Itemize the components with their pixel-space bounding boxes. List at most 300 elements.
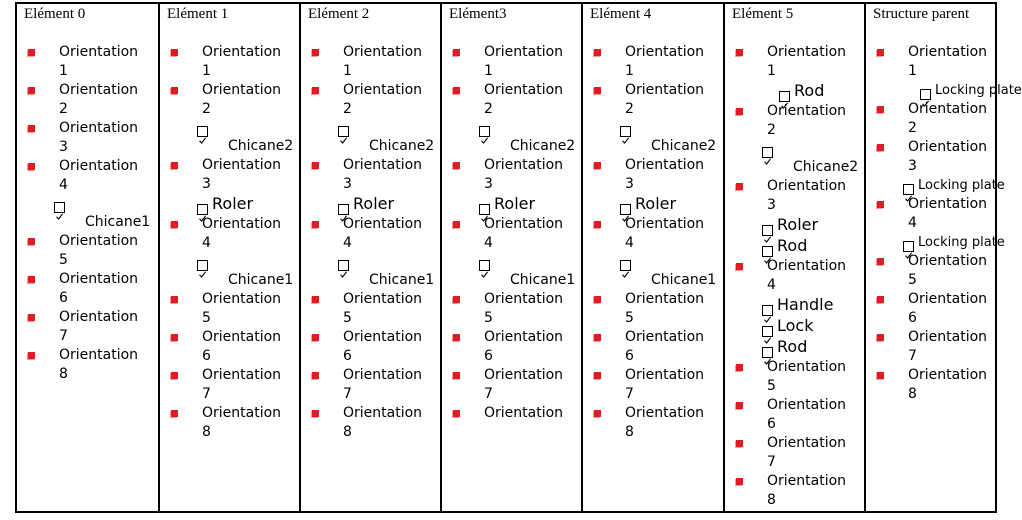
orientation-label [866, 195, 988, 233]
bullet-icon [171, 87, 178, 94]
component-label: Locking plate [918, 178, 1005, 193]
bullet-icon [594, 221, 601, 228]
component-check [301, 119, 440, 137]
orientation-number: 4 [484, 235, 493, 251]
orientation-number: 7 [484, 386, 493, 402]
component-label: Lock [777, 316, 814, 335]
bullet-icon [171, 372, 178, 379]
orientation-word: Orientation [343, 405, 423, 421]
bullet-icon [171, 221, 178, 228]
orientation-label [301, 328, 423, 366]
bullet-icon [453, 296, 460, 303]
orientation-label [17, 157, 139, 195]
component-label: Handle [777, 295, 834, 314]
list-item [866, 290, 995, 328]
orientation-word: Orientation [343, 329, 423, 345]
checkbox-icon [479, 204, 490, 215]
component-label: Chicane1 [228, 272, 294, 288]
component-label: Chicane2 [793, 159, 859, 175]
orientation-word: Orientation [59, 233, 139, 249]
bullet-icon [594, 296, 601, 303]
component-check [725, 337, 864, 358]
orientation-word: Orientation [343, 216, 423, 232]
orientation-number: 2 [202, 101, 211, 117]
checkbox-icon [197, 260, 208, 271]
list-item [866, 195, 1005, 252]
orientation-word: Orientation [767, 44, 847, 60]
component-check [725, 140, 864, 158]
bullet-icon [312, 296, 319, 303]
column-header: Elément 5 [732, 6, 794, 22]
list-item [160, 43, 299, 81]
orientation-label [866, 366, 988, 404]
component-label: Chicane1 [510, 272, 576, 288]
orientation-word: Orientation [343, 44, 423, 60]
orientation-word: Orientation [484, 44, 564, 60]
bullet-icon [736, 364, 743, 371]
checkbox-icon [903, 241, 914, 252]
component-label: Roler [353, 194, 395, 213]
component-label: Rod [777, 236, 808, 255]
orientation-label [301, 290, 423, 328]
orientation-word: Orientation [908, 329, 988, 345]
bullet-icon [877, 296, 884, 303]
bullet-icon [171, 296, 178, 303]
orientation-word: Orientation [767, 359, 847, 375]
orientation-table [15, 2, 1022, 513]
list-item [17, 157, 158, 232]
orientation-word: Orientation [484, 329, 564, 345]
list-item [160, 290, 299, 328]
list-item [301, 404, 440, 442]
orientation-label [301, 366, 423, 404]
orientation-label [442, 404, 564, 423]
orientation-word: Orientation [908, 101, 988, 117]
list-item [442, 328, 581, 366]
bullet-icon [877, 106, 884, 113]
component-check [160, 119, 299, 137]
orientation-word: Orientation [59, 347, 139, 363]
orientation-label [17, 270, 139, 308]
bullet-icon [877, 334, 884, 341]
bullet-icon [312, 334, 319, 341]
orientation-word: Orientation [625, 405, 705, 421]
component-check [866, 233, 1005, 252]
list-item [17, 346, 158, 384]
checkbox-icon [338, 204, 349, 215]
bullet-icon [453, 49, 460, 56]
bullet-icon [877, 258, 884, 265]
bullet-icon [736, 402, 743, 409]
orientation-label [583, 328, 705, 366]
component-label: Chicane1 [651, 272, 717, 288]
checkbox-icon [479, 126, 490, 137]
orientation-label [17, 346, 139, 384]
bullet-icon [877, 144, 884, 151]
component-label: Locking plate [918, 235, 1005, 250]
orientation-word: Orientation [908, 367, 988, 383]
list-item [442, 290, 581, 328]
checkbox-icon [920, 89, 931, 100]
checkbox-icon [620, 126, 631, 137]
orientation-label [583, 404, 705, 442]
list-item [725, 396, 864, 434]
list-item [301, 81, 440, 156]
orientation-word: Orientation [202, 367, 282, 383]
orientation-word: Orientation [343, 367, 423, 383]
orientation-word: Orientation [767, 473, 847, 489]
checkbox-icon [479, 260, 490, 271]
component-check [442, 194, 581, 215]
orientation-number: 8 [343, 424, 352, 440]
orientation-label [301, 215, 423, 253]
list-item [160, 404, 299, 442]
component-check [160, 253, 299, 271]
orientation-number: 6 [484, 348, 493, 364]
orientation-list [866, 43, 1022, 404]
orientation-number: 5 [59, 252, 68, 268]
orientation-label [583, 215, 705, 253]
orientation-word: Orientation [484, 405, 564, 421]
list-item [725, 434, 864, 472]
orientation-label [442, 366, 564, 404]
orientation-number: 7 [59, 328, 68, 344]
checkbox-icon [620, 260, 631, 271]
orientation-number: 4 [343, 235, 352, 251]
orientation-number: 6 [908, 310, 917, 326]
orientation-number: 2 [908, 120, 917, 136]
list-item [301, 328, 440, 366]
list-item [17, 308, 158, 346]
orientation-label [17, 43, 139, 81]
orientation-number: 4 [908, 215, 917, 231]
list-item [725, 257, 864, 358]
list-item [866, 43, 1022, 100]
orientation-number: 3 [202, 176, 211, 192]
orientation-label [17, 81, 139, 119]
component-check [725, 295, 864, 316]
orientation-list [17, 43, 158, 384]
orientation-number: 1 [202, 63, 211, 79]
bullet-icon [28, 238, 35, 245]
orientation-number: 2 [625, 101, 634, 117]
orientation-word: Orientation [202, 329, 282, 345]
component-label: Roler [212, 194, 254, 213]
checkbox-icon [762, 147, 773, 158]
orientation-number: 3 [767, 197, 776, 213]
orientation-list [725, 43, 864, 510]
component-check [301, 194, 440, 215]
orientation-label [725, 43, 847, 102]
orientation-number: 1 [908, 63, 917, 79]
bullet-icon [171, 162, 178, 169]
orientation-label [725, 396, 847, 434]
bullet-icon [312, 87, 319, 94]
orientation-number: 4 [767, 277, 776, 293]
list-item [583, 215, 723, 290]
list-item [866, 366, 995, 404]
list-item [160, 328, 299, 366]
orientation-number: 5 [908, 272, 917, 288]
orientation-number: 8 [908, 386, 917, 402]
orientation-word: Orientation [625, 157, 705, 173]
orientation-word: Orientation [59, 309, 139, 325]
orientation-label [866, 252, 988, 290]
list-item [301, 156, 440, 215]
list-item [301, 290, 440, 328]
orientation-number: 5 [343, 310, 352, 326]
orientation-label [866, 138, 988, 176]
orientation-number: 3 [484, 176, 493, 192]
bullet-icon [594, 49, 601, 56]
list-item [17, 43, 158, 81]
orientation-label [160, 81, 282, 119]
orientation-word: Orientation [202, 216, 282, 232]
orientation-label [442, 215, 564, 253]
orientation-label [17, 119, 139, 157]
orientation-number: 2 [767, 122, 776, 138]
orientation-word: Orientation [202, 157, 282, 173]
orientation-label [301, 43, 423, 81]
orientation-number: 1 [625, 63, 634, 79]
orientation-label [160, 290, 282, 328]
orientation-label [866, 328, 988, 366]
orientation-number: 3 [343, 176, 352, 192]
component-check [442, 253, 581, 271]
orientation-number: 1 [343, 63, 352, 79]
component-check [583, 119, 723, 137]
bullet-icon [28, 163, 35, 170]
orientation-label [160, 328, 282, 366]
bullet-icon [28, 87, 35, 94]
orientation-word: Orientation [625, 44, 705, 60]
column-element-1 [158, 4, 299, 511]
orientation-word: Orientation [59, 158, 139, 174]
orientation-number: 8 [59, 366, 68, 382]
component-check [583, 253, 723, 271]
bullet-icon [594, 334, 601, 341]
list-item [583, 404, 723, 442]
column-element-0 [17, 4, 158, 511]
checkbox-icon [197, 204, 208, 215]
orientation-number: 8 [202, 424, 211, 440]
bullet-icon [453, 410, 460, 417]
component-label: Roler [635, 194, 677, 213]
orientation-word: Orientation [484, 157, 564, 173]
list-item [866, 100, 995, 138]
list-item [160, 366, 299, 404]
orientation-word: Orientation [202, 82, 282, 98]
list-item [725, 358, 864, 396]
orientation-number: 5 [625, 310, 634, 326]
component-label: Roler [777, 215, 819, 234]
orientation-word: Orientation [202, 291, 282, 307]
list-item [583, 328, 723, 366]
component-check [583, 194, 723, 215]
list-item [160, 156, 299, 215]
orientation-number: 7 [202, 386, 211, 402]
orientation-label [442, 81, 564, 119]
list-item [442, 81, 581, 156]
column-element-4 [581, 4, 723, 511]
component-check [301, 253, 440, 271]
orientation-label [442, 290, 564, 328]
orientation-label [725, 358, 847, 396]
orientation-word: Orientation [484, 367, 564, 383]
orientation-word: Orientation [908, 291, 988, 307]
orientation-word: Orientation [59, 44, 139, 60]
component-label: Chicane2 [228, 138, 294, 154]
component-label: Roler [494, 194, 536, 213]
orientation-list [301, 43, 440, 442]
bullet-icon [171, 334, 178, 341]
list-item [866, 252, 995, 290]
bullet-icon [736, 183, 743, 190]
bullet-icon [28, 125, 35, 132]
orientation-word: Orientation [625, 82, 705, 98]
orientation-word: Orientation [767, 178, 847, 194]
orientation-word: Orientation [59, 120, 139, 136]
orientation-word: Orientation [908, 139, 988, 155]
list-item [160, 81, 299, 156]
orientation-word: Orientation [343, 82, 423, 98]
list-item [17, 81, 158, 119]
orientation-label [725, 257, 847, 295]
orientation-label [442, 43, 564, 81]
column-element-2 [299, 4, 440, 511]
component-label: Rod [777, 337, 808, 356]
orientation-word: Orientation [908, 196, 988, 212]
list-item [442, 215, 581, 290]
list-item [301, 43, 440, 81]
component-label: Locking plate [935, 83, 1022, 98]
checkbox-icon [197, 126, 208, 137]
orientation-label [725, 472, 847, 510]
orientation-label [725, 102, 847, 140]
column-header: Elément 4 [590, 6, 652, 22]
bullet-icon [594, 410, 601, 417]
component-check [779, 81, 824, 100]
column-header: Elément 1 [167, 6, 229, 22]
orientation-label [160, 366, 282, 404]
orientation-label [866, 290, 988, 328]
orientation-word: Orientation [343, 291, 423, 307]
orientation-label [17, 308, 139, 346]
component-label: Chicane1 [369, 272, 435, 288]
list-item [725, 102, 864, 177]
bullet-icon [453, 372, 460, 379]
checkbox-icon [762, 246, 773, 257]
bullet-icon [171, 49, 178, 56]
list-item [725, 472, 864, 510]
orientation-number: 4 [202, 235, 211, 251]
bullet-icon [736, 478, 743, 485]
component-label: Chicane2 [510, 138, 576, 154]
list-item [301, 366, 440, 404]
bullet-icon [877, 201, 884, 208]
component-label: Chicane2 [369, 138, 435, 154]
orientation-number: 7 [625, 386, 634, 402]
orientation-number: 6 [625, 348, 634, 364]
component-check [160, 194, 299, 215]
orientation-word: Orientation [343, 157, 423, 173]
list-item [866, 138, 1005, 195]
list-item [301, 215, 440, 290]
orientation-label [160, 156, 282, 194]
component-check [442, 119, 581, 137]
component-check [725, 215, 864, 236]
bullet-icon [736, 440, 743, 447]
bullet-icon [736, 108, 743, 115]
list-item [160, 215, 299, 290]
column-element-5 [723, 4, 864, 511]
checkbox-icon [54, 202, 65, 213]
orientation-word: Orientation [908, 44, 988, 60]
orientation-label [725, 434, 847, 472]
component-check [725, 316, 864, 337]
orientation-number: 6 [343, 348, 352, 364]
orientation-word: Orientation [767, 258, 847, 274]
list-item [583, 366, 723, 404]
orientation-number: 2 [484, 101, 493, 117]
orientation-word: Orientation [767, 103, 847, 119]
orientation-number: 3 [59, 139, 68, 155]
list-item [583, 81, 723, 156]
orientation-number: 7 [767, 454, 776, 470]
checkbox-icon [338, 260, 349, 271]
bullet-icon [312, 372, 319, 379]
column-header: Elément 2 [308, 6, 370, 22]
orientation-number: 8 [625, 424, 634, 440]
column-header: Elément3 [449, 6, 507, 22]
orientation-number: 5 [484, 310, 493, 326]
orientation-label [301, 81, 423, 119]
bullet-icon [736, 263, 743, 270]
orientation-number: 3 [908, 158, 917, 174]
orientation-word: Orientation [59, 271, 139, 287]
bullet-icon [594, 87, 601, 94]
orientation-word: Orientation [202, 44, 282, 60]
list-item [725, 43, 864, 102]
orientation-label [442, 156, 564, 194]
list-item [17, 232, 158, 270]
list-item [442, 43, 581, 81]
orientation-label [583, 81, 705, 119]
orientation-label [442, 328, 564, 366]
orientation-list [442, 43, 581, 423]
bullet-icon [736, 49, 743, 56]
bullet-icon [453, 334, 460, 341]
checkbox-icon [779, 91, 790, 102]
orientation-number: 6 [59, 290, 68, 306]
component-check [920, 83, 1022, 98]
column-header: Structure parent [873, 6, 970, 22]
bullet-icon [594, 372, 601, 379]
column-structure-parent [864, 4, 1022, 511]
orientation-word: Orientation [484, 216, 564, 232]
bullet-icon [453, 221, 460, 228]
orientation-number: 7 [908, 348, 917, 364]
bullet-icon [312, 162, 319, 169]
orientation-label [301, 156, 423, 194]
list-item [17, 119, 158, 157]
component-check [725, 236, 864, 257]
checkbox-icon [762, 305, 773, 316]
orientation-word: Orientation [625, 216, 705, 232]
orientation-label [866, 43, 1022, 100]
orientation-number: 2 [343, 101, 352, 117]
orientation-label [160, 43, 282, 81]
